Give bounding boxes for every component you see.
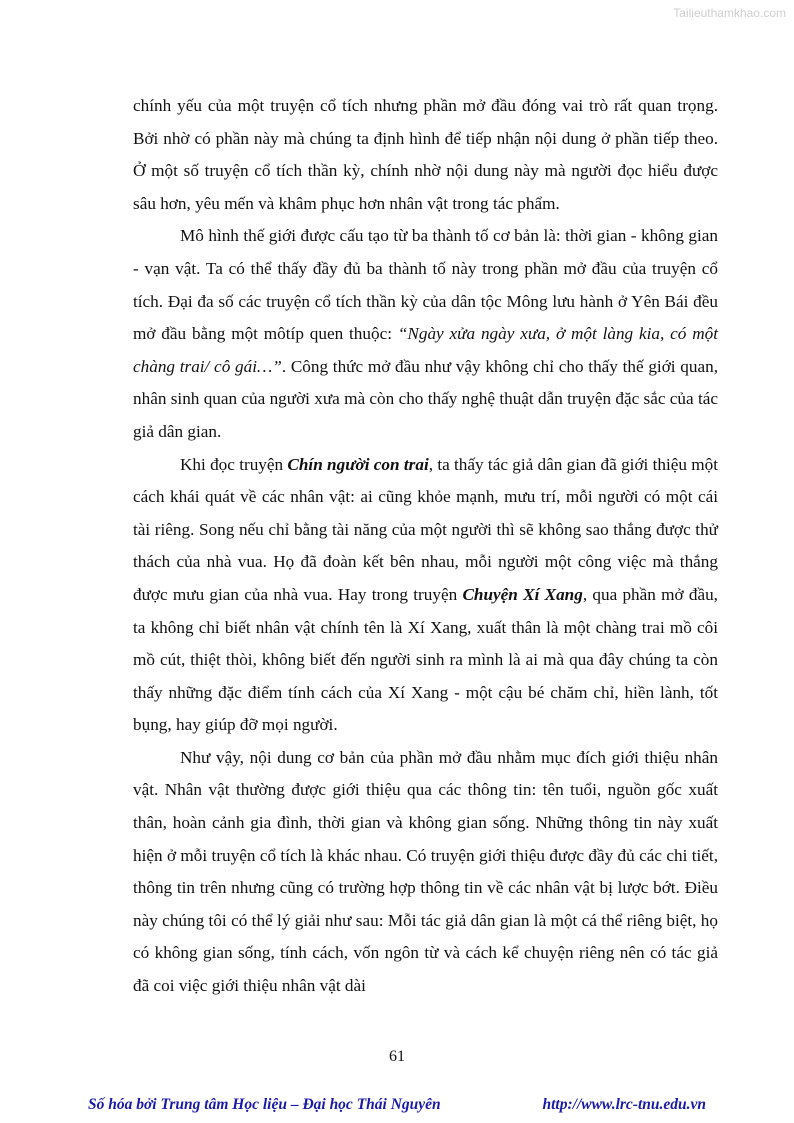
paragraph-2-text-a: Mô hình thế giới được cấu tạo từ ba thành tố cơ bản là: thời gian - không gian - vạn vật. Ta có thể thấy đầy đủ ba thành tố này trong phần mở đầu của truyện cổ tích. Đại đa số các truyện cổ tích thần kỳ của dân tộc Mông lưu hành ở Yên Bái đều mở đầu bằng một môtíp quen thuộc: bbox=[133, 226, 718, 344]
story-title-chin-nguoi-con-trai: Chín người con trai bbox=[287, 454, 429, 474]
paragraph-3-text-a: Khi đọc truyện bbox=[180, 454, 288, 474]
document-body bbox=[133, 90, 718, 1003]
paragraph-1 bbox=[133, 90, 718, 220]
watermark: Tailieuthamkhao.com bbox=[673, 6, 786, 20]
paragraph-4 bbox=[133, 742, 718, 1003]
paragraph-2 bbox=[133, 220, 718, 448]
paragraph-2-quote: “Ngày xửa ngày xưa, ở một làng kia, có một chàng trai/ cô gái…” bbox=[133, 324, 718, 376]
paragraph-3 bbox=[133, 449, 718, 742]
paragraph-3-text-b: , ta thấy tác giả dân gian đã giới thiệu một cách khái quát về các nhân vật: ai cũng khỏe mạnh, mưu trí, mỗi người có một cái tài riêng. Song nếu chỉ bằng tài năng của một người thì sẽ không sao thắng được thử thách của nhà vua. Họ đã đoàn kết bên nhau, mỗi người một công việc mà thắng được mưu gian của nhà vua. Hay trong truyện bbox=[133, 454, 719, 604]
footer bbox=[88, 1096, 706, 1114]
paragraph-2-text-b: . Công thức mở đầu như vậy không chỉ cho thấy thế giới quan, nhân sinh quan của người xưa mà còn cho thấy nghệ thuật dẫn truyện đặc sắc của tác giả dân gian. bbox=[133, 356, 718, 441]
footer-url: http://www.lrc-tnu.edu.vn bbox=[542, 1096, 706, 1113]
paragraph-1-text: chính yếu của một truyện cổ tích nhưng phần mở đầu đóng vai trò rất quan trọng. Bởi nhờ có phần này mà chúng ta định hình để tiếp nhận nội dung ở phần tiếp theo. Ở một số truyện cổ tích thần kỳ, chính nhờ nội dung này mà người đọc hiểu được sâu hơn, yêu mến và khâm phục hơn nhân vật trong tác phẩm. bbox=[133, 96, 718, 213]
footer-credit: Số hóa bởi Trung tâm Học liệu – Đại học Thái Nguyên bbox=[88, 1096, 441, 1113]
paragraph-4-text: Như vậy, nội dung cơ bản của phần mở đầu nhằm mục đích giới thiệu nhân vật. Nhân vật thường được giới thiệu qua các thông tin: tên tuổi, nguồn gốc xuất thân, hoàn cảnh gia đình, thời gian và không gian sống. Những thông tin này xuất hiện ở mỗi truyện cổ tích là khác nhau. Có truyện giới thiệu được đầy đủ các chi tiết, thông tin trên nhưng cũng có trường hợp thông tin về các nhân vật bị lược bớt. Điều này chúng tôi có thể lý giải như sau: Mỗi tác giả dân gian là một cá thể riêng biệt, họ có không gian sống, tính cách, vốn ngôn từ và cách kể chuyện riêng nên có tác giả đã coi việc giới thiệu nhân vật dài bbox=[133, 747, 718, 996]
page-number: 61 bbox=[389, 1048, 405, 1065]
story-title-chuyen-xi-xang: Chuyện Xí Xang bbox=[462, 584, 583, 604]
paragraph-3-text-c: , qua phần mở đầu, ta không chỉ biết nhân vật chính tên là Xí Xang, xuất thân là một chàng trai mồ côi mồ cút, thiệt thòi, không biết đến người sinh ra mình là ai mà qua đây chúng ta còn thấy những đặc điểm tính cách của Xí Xang - một cậu bé chăm chỉ, hiền lành, tốt bụng, hay giúp đỡ mọi người. bbox=[133, 584, 718, 735]
